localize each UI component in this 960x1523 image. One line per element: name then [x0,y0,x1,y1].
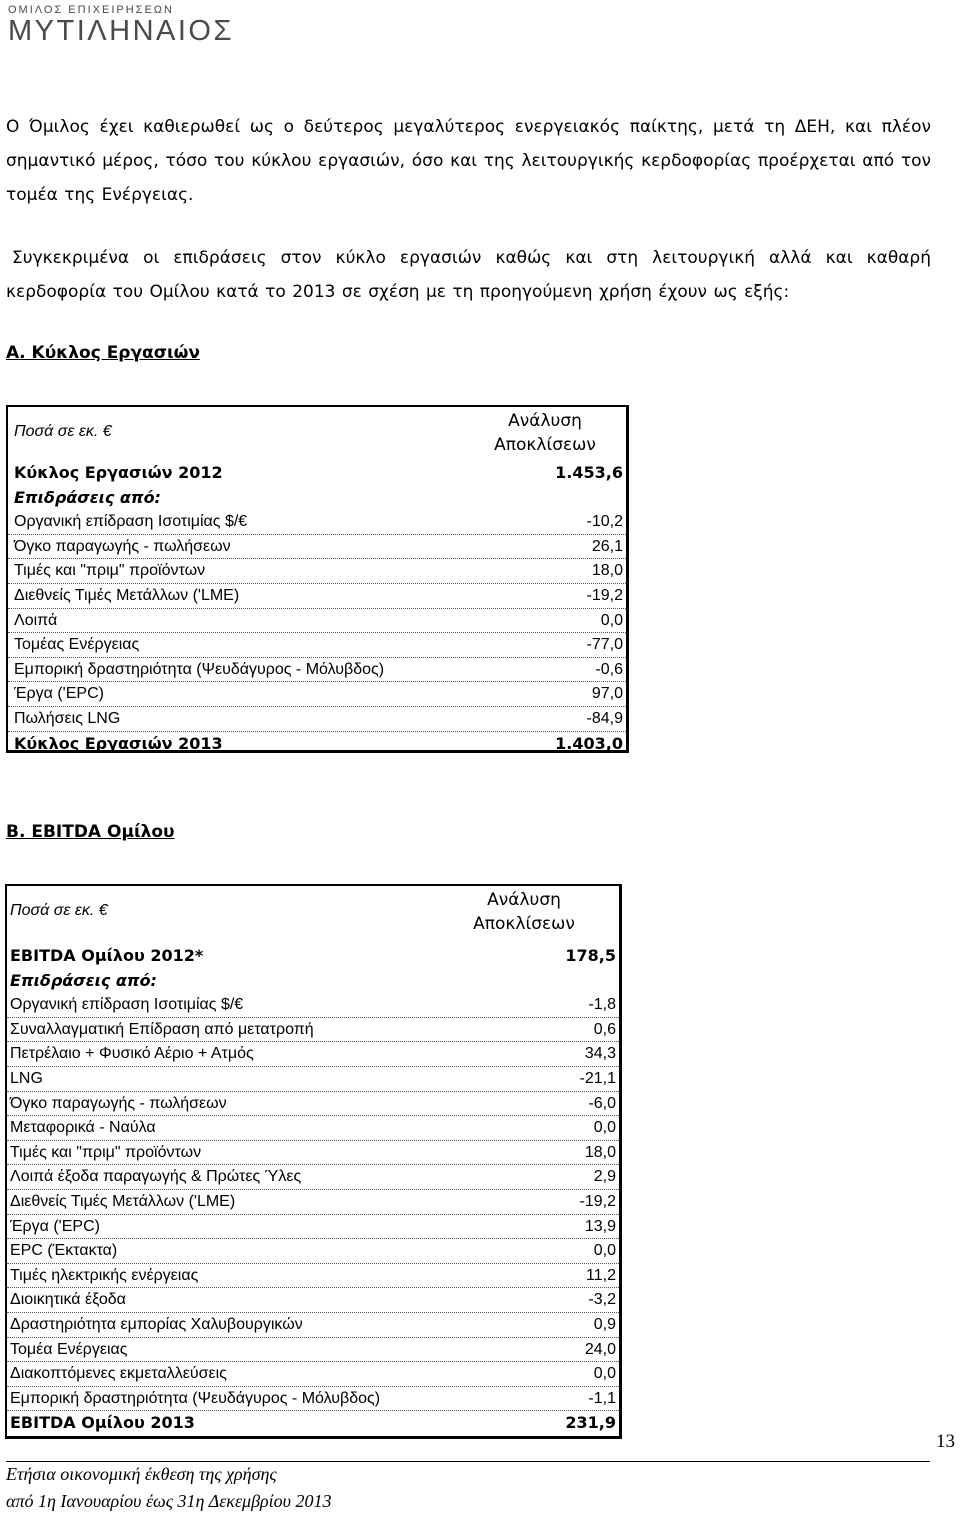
table-row [7,993,619,1018]
table-row [8,609,626,634]
row-value: -0,6 [595,660,623,678]
row-label: Πετρέλαιο + Φυσικό Αέριο + Ατμός [10,1045,254,1063]
table-row [8,658,626,683]
row-value: 13,9 [584,1217,616,1235]
table-row [7,1165,619,1190]
ebitda-table [5,884,622,1439]
column-header-line2: Αποκλίσεων [494,435,596,455]
row-label: Διοικητικά έξοδα [10,1291,126,1309]
table-row [7,1141,619,1166]
row-value: -19,2 [579,1192,616,1210]
row-label: Οργανική επίδραση Ισοτιμίας $/€ [14,513,248,531]
row-label: Τιμές ηλεκτρικής ενέργειας [10,1266,199,1284]
table-row [7,1067,619,1092]
row-label: Τομέας Ενέργειας [14,636,140,654]
table-row [8,486,626,511]
row-value: 0,0 [593,1119,616,1137]
column-header-line2: Αποκλίσεων [473,914,575,934]
turnover-table [6,405,629,753]
table-header [8,407,626,461]
row-value: 231,9 [565,1413,616,1433]
table-row [8,559,626,584]
table-row-total [8,732,626,757]
row-label: Δραστηριότητα εμπορίας Χαλυβουργικών [10,1315,303,1333]
row-value: -84,9 [586,709,623,727]
page-number: 13 [936,1431,955,1452]
table-row [7,1264,619,1289]
row-value: 11,2 [586,1266,616,1284]
table-row [8,535,626,560]
row-value: -19,2 [586,586,623,604]
footer-line-1: Ετήσια οικονομική έκθεση της χρήσης [6,1464,277,1484]
row-value: 1.453,6 [555,463,623,482]
table-row [7,1018,619,1043]
row-label: Επιδράσεις από: [14,487,161,507]
row-label: Κύκλος Εργασιών 2012 [14,463,223,482]
company-logo [8,4,258,50]
row-label: Λοιπά [14,611,58,629]
row-value: 97,0 [591,685,623,703]
row-value: -10,2 [586,513,623,531]
row-label: Κύκλος Εργασιών 2013 [14,733,223,753]
unit-label: Ποσά σε εκ. € [10,902,108,919]
row-value: 0,0 [600,611,623,629]
table-row [7,1239,619,1264]
row-label: Λοιπά έξοδα παραγωγής & Πρώτες Ύλες [10,1168,302,1186]
row-label: Συναλλαγματική Επίδραση από μετατροπή [10,1020,314,1038]
table-header [7,886,619,944]
table-row [7,944,619,969]
row-value: 24,0 [584,1340,616,1358]
row-label: Όγκο παραγωγής - πωλήσεων [14,537,231,555]
column-header [470,409,620,457]
row-value: -21,1 [579,1069,616,1087]
table-row [7,1288,619,1313]
intro-paragraph: Ο Όμιλος έχει καθιερωθεί ως ο δεύτερος μεγαλύτερος ενεργειακός παίκτης, μετά τη ΔΕΗ, και πλέον σημαντικό μέρος, τόσο του κύκλου εργασιών, όσο και της λειτουργικής κερδοφορίας προέρχεται από τον τομέα της Ενέργειας. [6,117,931,205]
table-row [7,1215,619,1240]
row-label: Διακοπτόμενες εκμεταλλεύσεις [10,1365,227,1383]
table-row [8,510,626,535]
row-value: 178,5 [565,946,616,965]
row-value: -1,1 [588,1389,616,1407]
table-row [8,584,626,609]
column-header-line1: Ανάλυση [487,890,561,910]
row-label: Μεταφορικά - Ναύλα [10,1119,156,1137]
table-row [7,1092,619,1117]
row-label: Όγκο παραγωγής - πωλήσεων [10,1094,227,1112]
row-label: EBITDA Ομίλου 2013 [10,1413,195,1433]
row-label: Πωλήσεις LNG [14,709,121,727]
column-header-line1: Ανάλυση [508,411,582,431]
row-label: Έργα ('EPC) [10,1217,100,1235]
row-label: Τομέα Ενέργειας [10,1340,128,1358]
row-value: -77,0 [586,636,623,654]
row-value: 18,0 [584,1143,616,1161]
table-row-total [7,1411,619,1436]
row-label: Εμπορική δραστηριότητα (Ψευδάγυρος - Μόλυβδος) [10,1389,381,1407]
logo-subtitle: ΟΜΙΛΟΣ ΕΠΙΧΕΙΡΗΣΕΩΝ [8,4,174,16]
table-row [7,1338,619,1363]
table-row [7,1362,619,1387]
row-value: 0,6 [593,1020,616,1038]
table-row [7,1042,619,1067]
row-label: Οργανική επίδραση Ισοτιμίας $/€ [10,996,244,1014]
row-value: -6,0 [588,1094,616,1112]
details-paragraph: Συγκεκριμένα οι επιδράσεις στον κύκλο εργασιών καθώς και στη λειτουργική αλλά και καθαρή κερδοφορία του Ομίλου κατά το 2013 σε σχέση με τη προηγούμενη χρήση έχουν ως εξής: [6,248,931,302]
logo-name: ΜΥΤΙΛΗΝΑΙΟΣ [8,15,234,47]
footer-divider [6,1461,930,1462]
table-row [8,461,626,486]
row-label: Τιμές και "πριμ" προϊόντων [10,1143,202,1161]
table-row [8,682,626,707]
unit-label: Ποσά σε εκ. € [14,423,112,440]
row-value: 34,3 [584,1045,616,1063]
row-value: 2,9 [593,1168,616,1186]
row-value: 18,0 [591,562,623,580]
row-value: 0,9 [593,1315,616,1333]
table-row [7,969,619,994]
row-value: 1.403,0 [555,733,623,753]
table-row [7,1387,619,1412]
section-a-title: Α. Κύκλος Εργασιών [6,343,200,363]
section-b-title: Β. EBITDA Ομίλου [6,822,175,842]
row-value: 0,0 [593,1242,616,1260]
row-value: -3,2 [588,1291,616,1309]
row-label: Εμπορική δραστηριότητα (Ψευδάγυρος - Μόλυβδος) [14,660,385,678]
table-row [7,1116,619,1141]
row-label: Διεθνείς Τιμές Μετάλλων ('LME) [14,586,240,604]
row-label: LNG [10,1069,43,1087]
row-label: Έργα ('EPC) [14,685,104,703]
row-value: 26,1 [591,537,623,555]
row-label: Διεθνείς Τιμές Μετάλλων ('LME) [10,1192,236,1210]
row-label: Τιμές και "πριμ" προϊόντων [14,562,206,580]
table-row [8,707,626,732]
table-row [8,633,626,658]
table-row [7,1313,619,1338]
row-label: Επιδράσεις από: [10,970,157,990]
footer-line-2: από 1η Ιανουαρίου έως 31η Δεκεμβρίου 2013 [6,1491,332,1511]
row-label: EPC (Έκτακτα) [10,1242,118,1260]
table-row [7,1190,619,1215]
column-header [449,888,599,936]
row-value: 0,0 [593,1365,616,1383]
row-label: EBITDA Ομίλου 2012* [10,946,204,965]
row-value: -1,8 [588,996,616,1014]
